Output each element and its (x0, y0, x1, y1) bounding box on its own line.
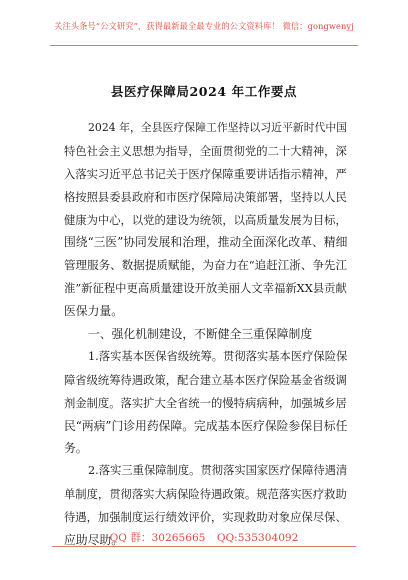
body-line: 单制度，贯彻落实大病保险待遇政策。规范落实医疗救助 (64, 487, 347, 502)
document-title: 县医疗保障局2024 年工作要点 (110, 84, 298, 99)
body-line: 一、强化机制建设，不断健全三重保障制度 (88, 327, 313, 342)
body-line: 2024 年，全县医疗保障工作坚持以习近平新时代中国 (88, 121, 348, 134)
footer-qq-group: QQ 群：30265665 (109, 532, 206, 544)
body-line: 待遇，加强制度运行绩效评价，实现救助对象应保尽保、 (64, 510, 347, 525)
body-line: 障省级统筹待遇政策，配合建立基本医疗保险基金省级调 (64, 372, 347, 387)
body-line: 应助尽助。 (64, 533, 123, 548)
body-line: 淮”新征程中更高质量建设开放美丽人文幸福新XX县贡献 (64, 281, 347, 296)
body-line: 围绕“三医”协同发展和治理，推动全面深化改革、精细 (64, 235, 348, 250)
footer-qq-number: QQ:535304092 (216, 532, 299, 544)
body-line: 民“两病”门诊用药保障。完成基本医疗保险参保目标任 (64, 418, 348, 433)
page-footer (0, 530, 408, 545)
body-line: 健康为中心，以党的建设为统领，以高质量发展为目标， (64, 212, 347, 227)
body-line: 入落实习近平总书记关于医疗保障重要讲话指示精神，严 (64, 166, 347, 181)
body-line: 特色社会主义思想为指导，全面贯彻党的二十大精神，深 (64, 143, 347, 158)
body-line: 2.落实三重保障制度。贯彻落实国家医疗保障待遇清 (88, 464, 348, 478)
body-line: 剂金制度。落实扩大全省统一的慢特病病种，加强城乡居 (64, 395, 347, 410)
body-line: 管理服务、数据提质赋能，为奋力在“追赶江浙、争先江 (64, 258, 348, 273)
header-divider (50, 45, 358, 46)
body-line: 务。 (64, 441, 88, 456)
body-line: 1.落实基本医保省级统筹。贯彻落实基本医疗保险保 (88, 349, 348, 363)
body-line: 医保力量。 (64, 304, 123, 319)
page-header: 关注头条号“公文研究”，获得最新最全最专业的公文资料库！ 微信：gongwenyj (54, 21, 354, 31)
body-line: 格按照县委县政府和市医疗保障局决策部署，坚持以人民 (64, 189, 347, 204)
document-body (64, 117, 350, 552)
footer-divider (52, 546, 356, 547)
